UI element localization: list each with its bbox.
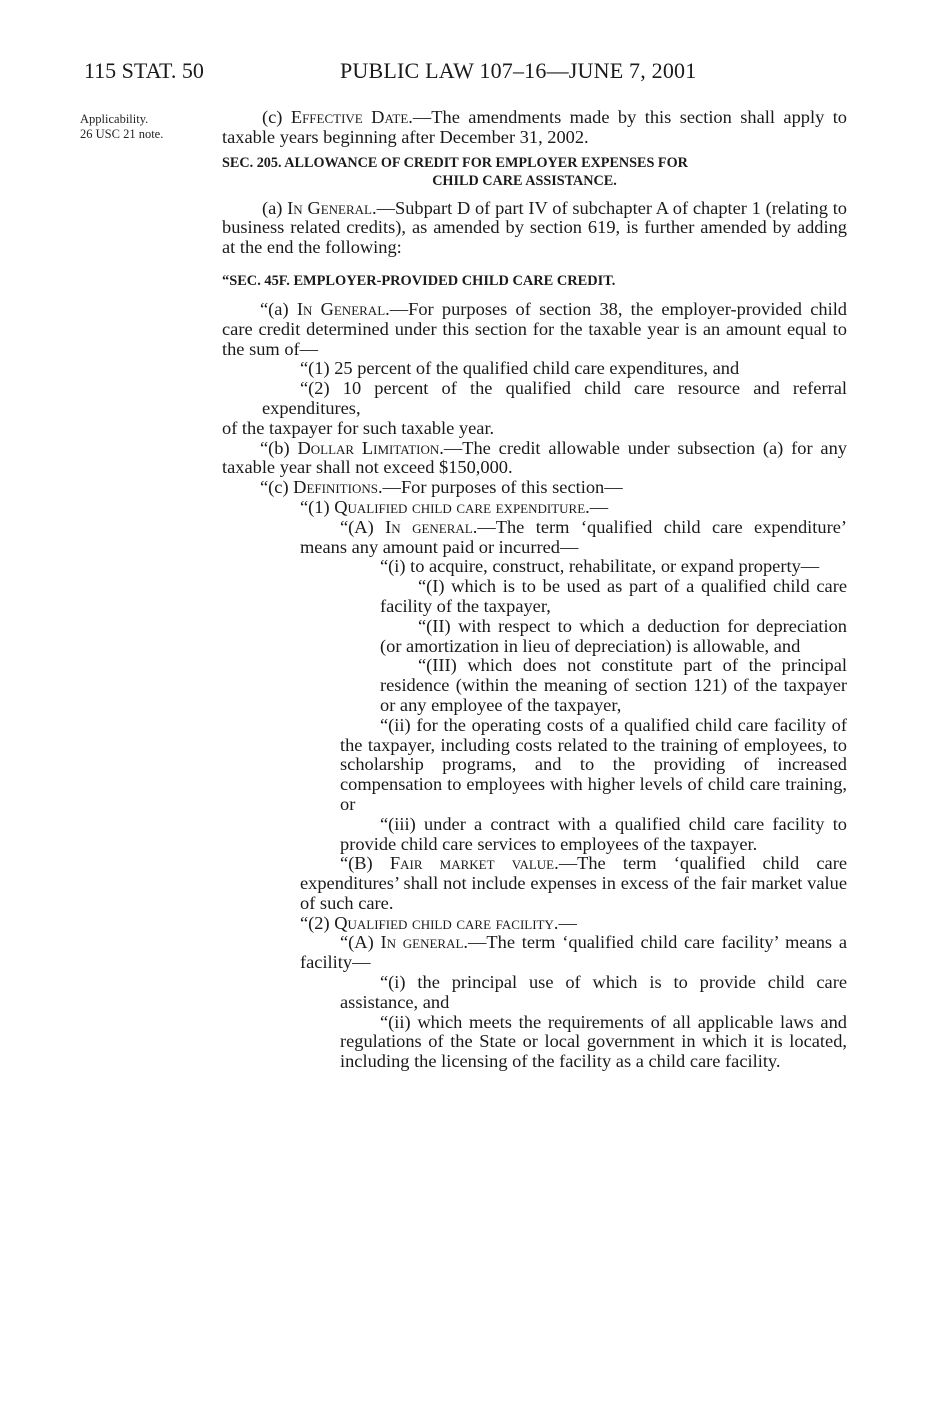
paragraph-45f-a <box>222 300 847 359</box>
page-header <box>84 58 864 88</box>
paragraph-c-1 <box>222 498 847 518</box>
label: “(c) <box>260 477 294 498</box>
margin-note-usc: 26 USC 21 note. <box>80 127 164 141</box>
statute-page-number: 115 STAT. 50 <box>84 58 204 83</box>
paragraph-text: .—The term ‘qualified child care expenditures’ shall not include expenses in excess of the fair market value of such care. <box>300 853 848 913</box>
label: “(B) <box>340 853 390 874</box>
label: “(b) <box>260 437 298 458</box>
paragraph-text: .—The amendments made by this section shall apply to taxable years beginning after December 31, 2002. <box>222 107 847 147</box>
paragraph-a-in-general <box>222 199 847 258</box>
paragraph-text: .—The term ‘qualified child care expenditure’ means any amount paid or incurred— <box>300 516 847 557</box>
paragraph-c-1-A-i-I: “(I) which is to be used as part of a qualified child care facility of the taxpayer, <box>380 576 847 616</box>
label: (c) <box>262 107 291 127</box>
paragraph-c-2 <box>222 914 847 934</box>
heading: Qualified child care facility <box>334 912 554 933</box>
heading: Fair market value <box>389 853 555 874</box>
section-45f-heading: “SEC. 45F. EMPLOYER-PROVIDED CHILD CARE CREDIT. <box>222 272 616 289</box>
label: “(A) <box>340 932 381 953</box>
label: “(a) <box>260 298 297 319</box>
heading: In General <box>296 298 386 319</box>
margin-notes <box>80 112 163 142</box>
running-head: PUBLIC LAW 107–16—JUNE 7, 2001 <box>340 58 697 83</box>
heading: Effective Date <box>290 107 409 127</box>
section-heading-line: CHILD CARE ASSISTANCE. <box>432 172 617 189</box>
paragraph-of-taxpayer: of the taxpayer for such taxable year. <box>222 417 495 438</box>
paragraph-text: .—The credit allowable under subsection (a) for any taxable year shall not exceed $150,000. <box>222 437 847 478</box>
paragraph-c-1-A-iii: “(iii) under a contract with a qualified child care facility to provide child care services to employees of the taxpayer. <box>340 813 847 854</box>
section-heading-line: SEC. 205. ALLOWANCE OF CREDIT FOR EMPLOYER EXPENSES FOR <box>222 154 688 171</box>
paragraph-c-1-A-i: “(i) to acquire, construct, rehabilitate, or expand property— <box>380 556 820 577</box>
heading: In general <box>385 516 473 537</box>
heading: In General <box>287 197 372 218</box>
document-body <box>222 108 847 1072</box>
paragraph-c-1-A-i-III: “(III) which does not constitute part of the principal residence (within the meaning of section 121) of the taxpayer or any employee of the taxpayer, <box>380 655 847 715</box>
paragraph-c-2-A-ii: “(ii) which meets the requirements of all applicable laws and regulations of the State or local government in which it is located, including the licensing of the facility as a child care facility. <box>340 1011 847 1072</box>
paragraph-c-2-A-i: “(i) the principal use of which is to provide child care assistance, and <box>340 972 847 1012</box>
label: “(1) <box>300 496 335 517</box>
heading: Dollar Limitation <box>297 437 440 458</box>
paragraph-text: .—For purposes of this section— <box>377 477 623 498</box>
paragraph-45f-c <box>222 478 847 498</box>
paragraph-c-1-A <box>222 518 847 558</box>
heading: Definitions <box>293 477 378 498</box>
label: “(A) <box>340 516 386 537</box>
label: (a) <box>262 197 288 218</box>
paragraph-text: .—Subpart D of part IV of subchapter A of chapter 1 (relating to business related credits), as amended by section 619, is further amended by adding at the end the following: <box>222 197 847 258</box>
heading: In general <box>380 932 464 953</box>
paragraph-c-1-A-i-II: “(II) with respect to which a deduction for depreciation (or amortization in lieu of depreciation) is allowable, and <box>380 615 847 656</box>
paragraph-45f-b <box>222 439 847 479</box>
paragraph-c-1-A-ii: “(ii) for the operating costs of a qualified child care facility of the taxpayer, including costs related to the training of employees, to scholarship programs, and to the providing of increased compensation to employees with higher levels of child care training, or <box>340 714 847 814</box>
margin-note-applicability: Applicability. <box>80 112 149 126</box>
section-205-heading <box>222 154 847 190</box>
paragraph-c-effective-date <box>222 108 847 148</box>
paragraph-45f-a-1: “(1) 25 percent of the qualified child care expenditures, and <box>300 358 740 379</box>
paragraph-text: .— <box>585 496 609 517</box>
paragraph-c-2-A <box>222 933 847 973</box>
paragraph-c-1-B <box>222 854 847 913</box>
paragraph-45f-a-2: “(2) 10 percent of the qualified child care resource and referral expenditures, <box>262 378 847 418</box>
heading: Qualified child care expenditure <box>334 496 586 517</box>
paragraph-text: .—The term ‘qualified child care facility’ means a facility— <box>300 932 847 973</box>
paragraph-text: .— <box>553 912 577 933</box>
paragraph-text: .—For purposes of section 38, the employer-provided child care credit determined under this section for the taxable year is an amount equal to the sum of— <box>222 298 847 359</box>
label: “(2) <box>300 912 335 933</box>
